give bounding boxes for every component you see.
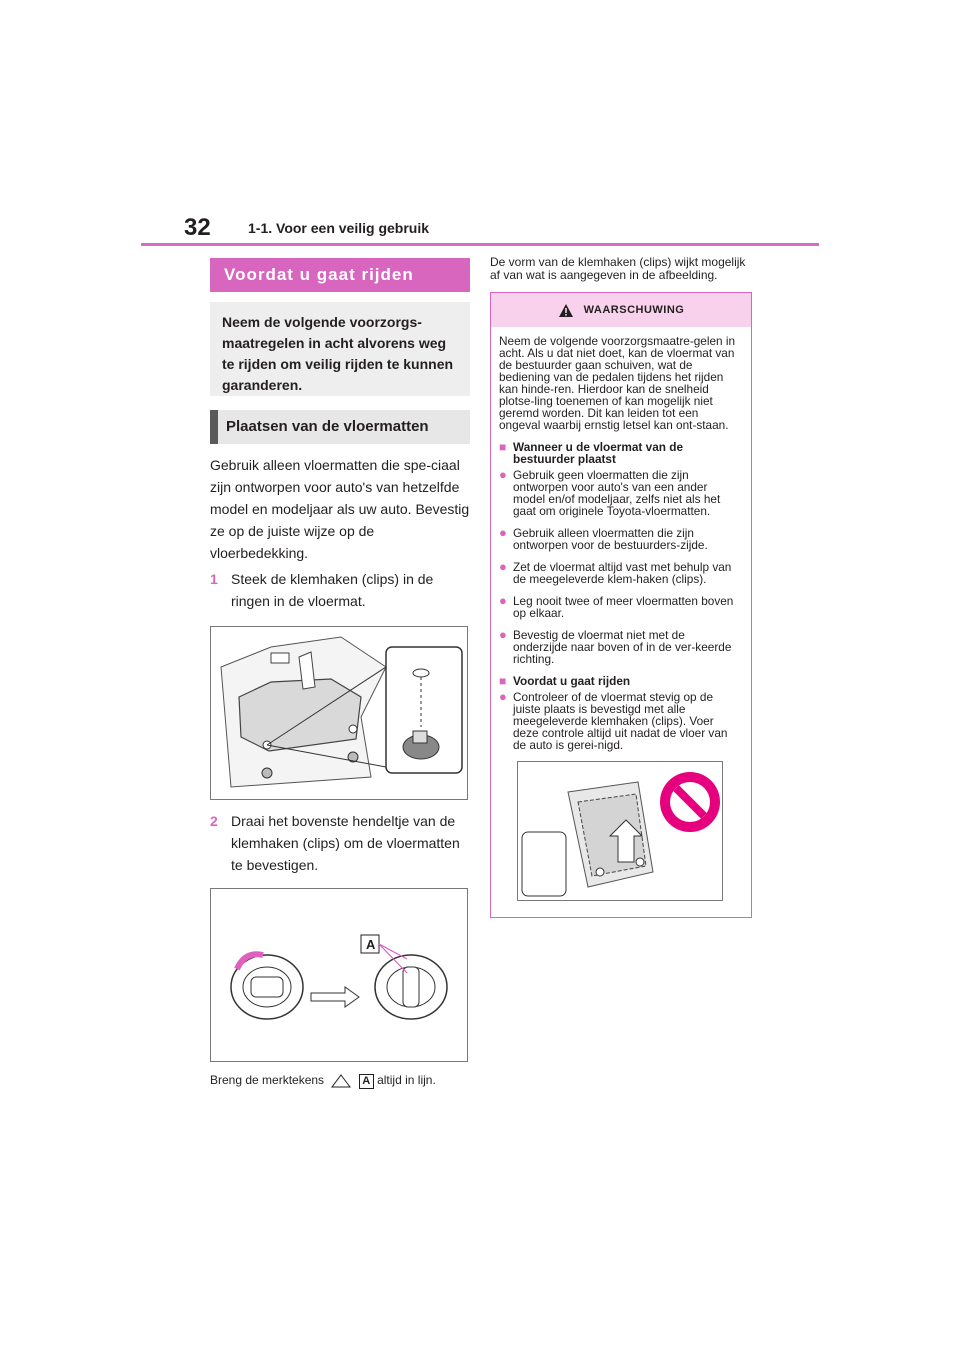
body-text: Gebruik alleen vloermatten die spe-ciaal zijn ontworpen voor auto's van hetzelfde model en modeljaar als uw auto. Bevestig ze op de juiste wijze op de vloerbedekking. xyxy=(210,457,470,561)
bullet-dot-icon: ● xyxy=(499,525,507,540)
warning-subheading: ■ Wanneer u de vloermat van de bestuurder plaatst xyxy=(499,440,684,466)
left-column xyxy=(210,258,470,1090)
list-item: ● Zet de vloermat altijd vast met behulp van de meegeleverde klem-haken (clips). xyxy=(499,559,732,586)
chapter-title: 1-1. Voor een veilig gebruik xyxy=(248,220,430,236)
mark-a-label: A xyxy=(359,1074,374,1089)
bullet-dot-icon: ● xyxy=(499,689,507,704)
figure-clip-rotation xyxy=(210,888,468,1062)
step-2 xyxy=(210,810,470,876)
list-item: ● Gebruik alleen vloermatten die zijn ontworpen voor de bestuurders-zijde. xyxy=(499,525,708,552)
triangle-mark-icon xyxy=(331,1074,351,1088)
warning-icon xyxy=(558,303,574,318)
warning-subheading: ■ Voordat u gaat rijden xyxy=(499,674,631,688)
bullet-dot-icon: ● xyxy=(499,467,507,482)
section-title: Voordat u gaat rijden xyxy=(210,258,470,292)
caption-text: altijd in lijn. xyxy=(377,1073,436,1087)
step-text: Steek de klemhaken (clips) in de ringen in de vloermat. xyxy=(231,571,434,609)
bullet-dot-icon: ● xyxy=(499,559,507,574)
right-column xyxy=(490,256,752,918)
warning-box xyxy=(490,292,752,918)
step-text: Draai het bovenste hendeltje van de klemhaken (clips) om de vloermatten te bevestigen. xyxy=(231,813,460,873)
warning-title: WAARSCHUWING xyxy=(583,304,685,316)
warning-body xyxy=(491,327,751,917)
figure-label-a: A xyxy=(366,937,376,952)
bullet-dot-icon: ● xyxy=(499,627,507,642)
figure-caption xyxy=(210,1070,470,1090)
page-number: 32 xyxy=(184,214,211,241)
list-item: ● Leg nooit twee of meer vloermatten boven op elkaar. xyxy=(499,593,734,620)
figure-mat-slipping xyxy=(517,761,723,901)
list-item: ● Gebruik geen vloermatten die zijn ontworpen voor auto's van een ander model en/of modeljaar, zelfs niet als het gaat om originele Toyota-vloermatten. xyxy=(499,467,721,518)
subsection-title: Plaatsen van de vloermatten xyxy=(210,410,470,444)
list-item: ● Bevestig de vloermat niet met de onderzijde naar boven of in de ver-keerde richting. xyxy=(499,627,732,666)
bullet-dot-icon: ● xyxy=(499,593,507,608)
intro-box: Neem de volgende voorzorgs-maatregelen in acht alvorens weg te rijden om veilig rijden te kunnen garanderen. xyxy=(210,302,470,396)
header-rule xyxy=(141,243,819,246)
step-number: 1 xyxy=(210,571,218,587)
warning-paragraph: Neem de volgende voorzorgsmaatre-gelen in acht. Als u dat niet doet, kan de vloermat van de bestuurder gaan schuiven, wat de bediening van de pedalen tijdens het rijden kan hinde-ren. Hierdoor kan de snelheid plotse-ling toenemen of kan mogelijk niet geremd worden. Dit kan leiden tot een ongeval waarbij ernstig letsel kan ont-staan. xyxy=(499,334,736,432)
square-bullet-icon: ■ xyxy=(499,440,507,454)
step-1 xyxy=(210,568,470,612)
list-item: ● Controleer of de vloermat stevig op de juiste plaats is bevestigd met alle meegeleverde klemhaken (clips). Voer deze controle altijd uit nadat de vloer van de auto is gerei-nigd. xyxy=(499,689,728,752)
step-number: 2 xyxy=(210,813,218,829)
clip-shape-note: De vorm van de klemhaken (clips) wijkt mogelijk af van wat is aangegeven in de afbeelding. xyxy=(490,255,746,282)
figure-floor-mat-hooks xyxy=(210,626,468,800)
warning-header xyxy=(491,293,751,327)
square-bullet-icon: ■ xyxy=(499,674,507,688)
caption-text: Breng de merktekens xyxy=(210,1073,325,1087)
